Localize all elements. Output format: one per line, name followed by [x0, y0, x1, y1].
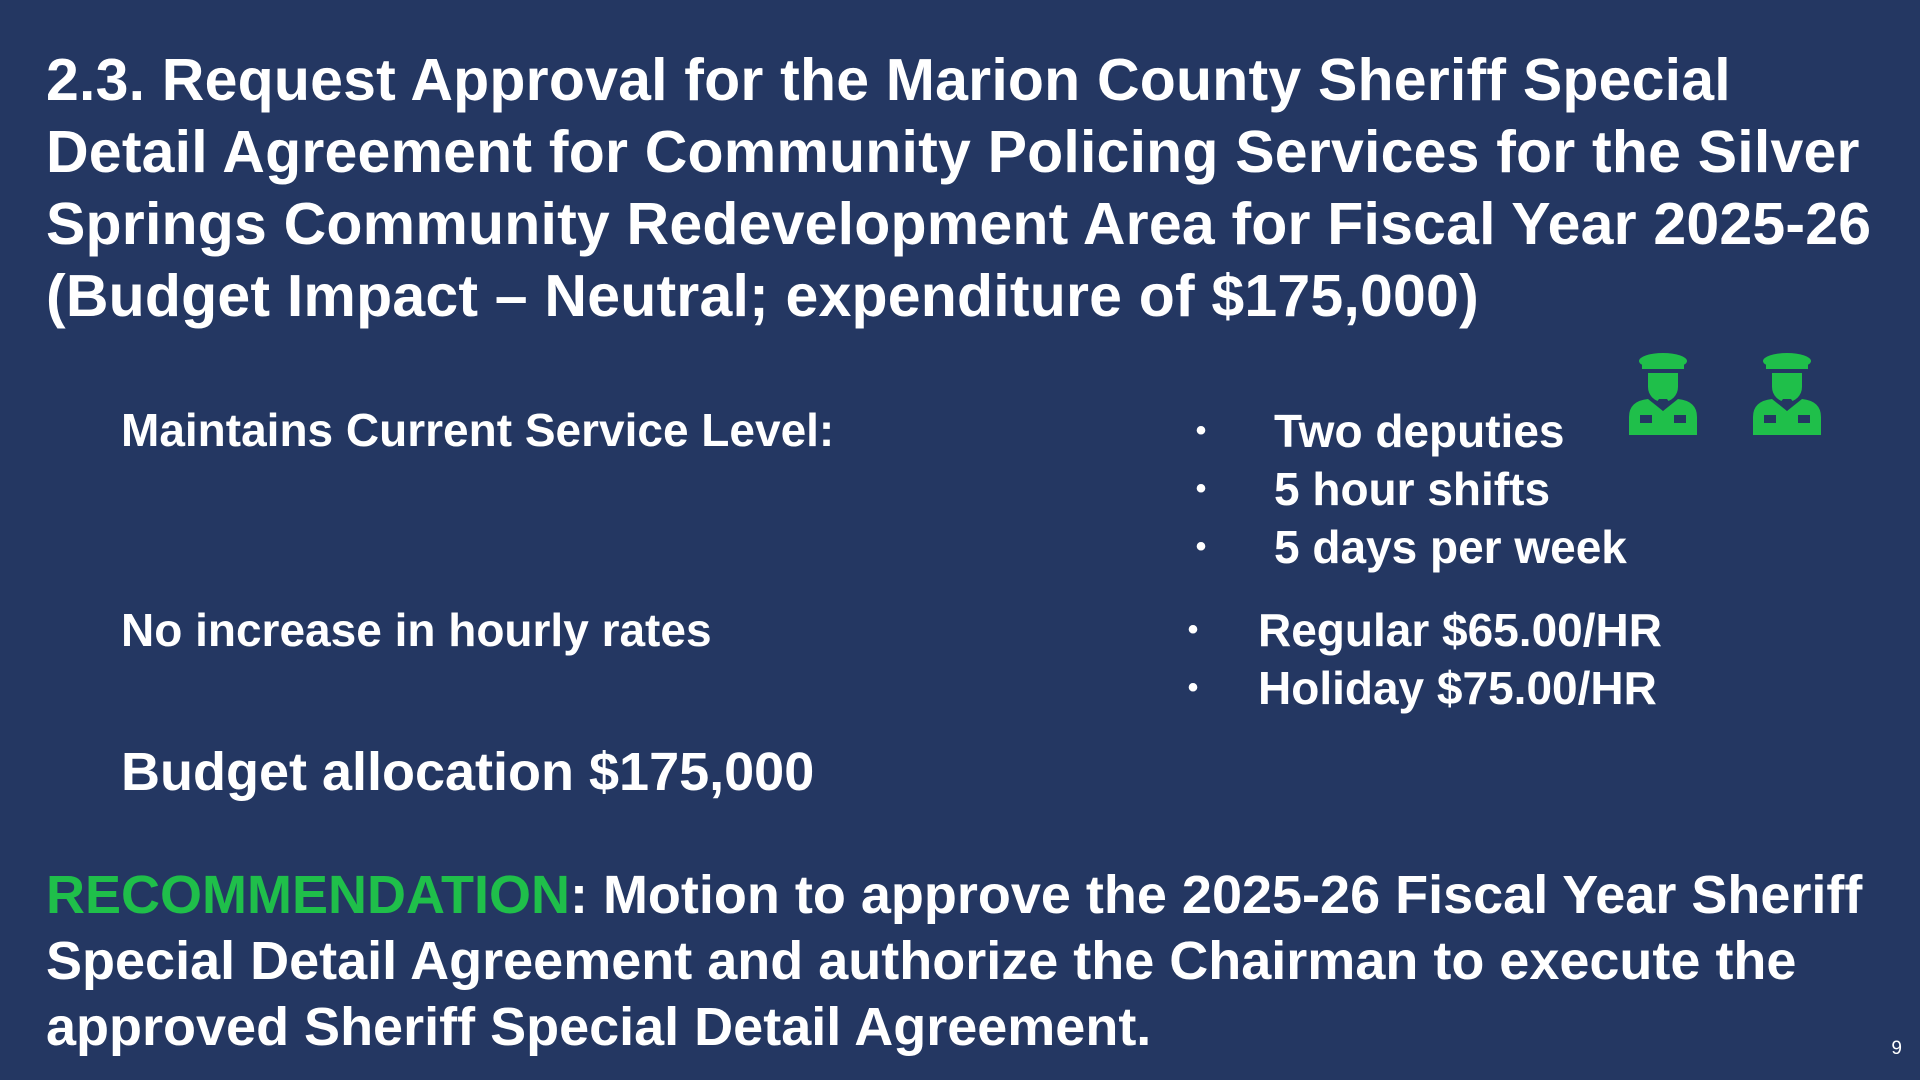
- page-number: 9: [1891, 1038, 1902, 1059]
- service-bullet-item: [1186, 460, 1627, 518]
- rate-bullet-list: [1178, 601, 1662, 717]
- police-officer-icon: [1750, 349, 1824, 435]
- bullet-marker: •: [1195, 530, 1207, 563]
- recommendation-text: : Motion to approve the 2025-26 Fiscal Year Sheriff Special Detail Agreement and authorize the Chairman to execute the approved Sheriff Special Detail Agreement.: [46, 865, 1863, 1057]
- service-level-label: Maintains Current Service Level:: [121, 404, 835, 456]
- bullet-marker: •: [1195, 414, 1207, 447]
- service-bullet-item: [1186, 518, 1627, 576]
- service-bullet-text: 5 hour shifts: [1274, 463, 1551, 515]
- bullet-marker: •: [1187, 671, 1199, 704]
- bullet-marker: •: [1195, 472, 1207, 505]
- service-bullet-text: Two deputies: [1274, 405, 1565, 457]
- police-officer-icon: [1626, 349, 1700, 435]
- budget-allocation-label: Budget allocation $175,000: [121, 742, 815, 802]
- bullet-marker: •: [1187, 613, 1199, 646]
- rate-bullet-text: Holiday $75.00/HR: [1258, 662, 1657, 714]
- service-bullet-list: [1186, 402, 1627, 576]
- slide-title: 2.3. Request Approval for the Marion County Sheriff Special Detail Agreement for Community Policing Services for the Silver Springs Community Redevelopment Area for Fiscal Year 2025-26 (Budget Impact – Neutral; expenditure of $175,000): [46, 47, 1872, 329]
- service-bullet-text: 5 days per week: [1274, 521, 1627, 573]
- rate-bullet-item: [1178, 601, 1662, 659]
- rates-label: No increase in hourly rates: [121, 604, 712, 656]
- service-bullet-item: [1186, 402, 1627, 460]
- recommendation-paragraph: [46, 862, 1866, 1060]
- rate-bullet-item: [1178, 659, 1662, 717]
- rate-bullet-text: Regular $65.00/HR: [1258, 604, 1662, 656]
- recommendation-keyword: RECOMMENDATION: [46, 865, 570, 925]
